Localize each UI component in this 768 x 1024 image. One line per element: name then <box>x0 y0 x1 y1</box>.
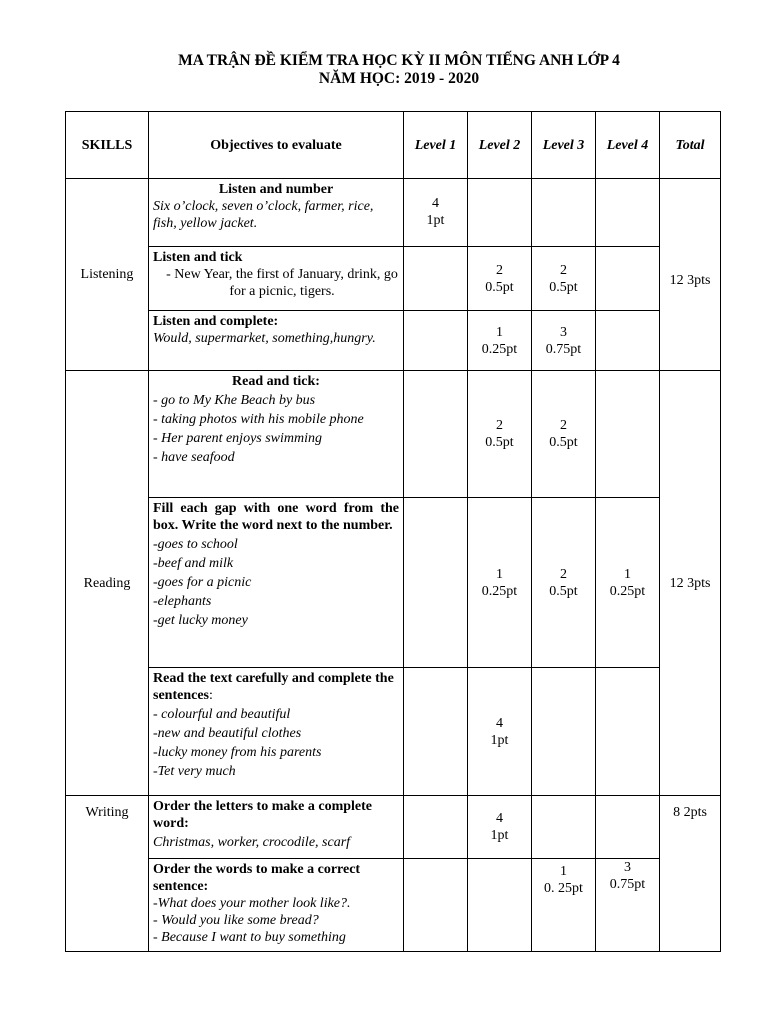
level-points: 0.75pt <box>545 341 582 357</box>
objective-heading-text: Read the text carefully and complete the sentences <box>153 671 394 703</box>
empty-cell <box>596 371 660 498</box>
objective-cell <box>149 498 404 668</box>
level-count: 4 <box>432 196 439 211</box>
objective-cell <box>149 247 404 311</box>
level-points: 0.5pt <box>549 435 578 450</box>
level-count: 1 <box>560 864 567 879</box>
empty-cell <box>404 498 468 668</box>
objective-item: -lucky money from his parents <box>153 745 322 760</box>
header-total: Total <box>660 112 721 179</box>
level-3-cell <box>532 311 596 371</box>
objective-item: -beef and milk <box>153 556 234 571</box>
level-count: 1 <box>496 566 503 582</box>
total-count: 8 <box>673 805 681 820</box>
level-points: 1pt <box>490 732 509 748</box>
objective-heading: Listen and number <box>218 182 334 197</box>
level-points: 0.5pt <box>549 279 578 295</box>
level-count: 3 <box>560 324 567 340</box>
level-points: 0.5pt <box>485 435 514 450</box>
table-row <box>66 179 721 247</box>
table-row <box>66 796 721 859</box>
level-count: 2 <box>560 262 567 278</box>
objective-cell <box>149 859 404 952</box>
header-skills: SKILLS <box>66 112 149 179</box>
empty-cell <box>596 311 660 371</box>
empty-cell <box>404 668 468 796</box>
table-row <box>66 498 721 668</box>
level-count: 4 <box>496 715 503 731</box>
level-count: 3 <box>624 860 631 875</box>
level-2-cell <box>468 371 532 498</box>
objective-item: -What does your mother look like?. <box>153 896 351 911</box>
table-row <box>66 859 721 952</box>
skill-reading: Reading <box>66 371 149 796</box>
level-points: 0.75pt <box>609 877 646 892</box>
total-listening <box>660 179 721 371</box>
header-level-3: Level 3 <box>532 112 596 179</box>
table-row <box>66 311 721 371</box>
header-level-1: Level 1 <box>404 112 468 179</box>
objective-heading: Order the words to make a correct sentence: <box>153 862 361 894</box>
test-matrix-table <box>65 111 721 952</box>
header-level-2: Level 2 <box>468 112 532 179</box>
level-count: 1 <box>624 566 631 582</box>
total-points: 2pts <box>683 805 707 820</box>
empty-cell <box>404 371 468 498</box>
objective-item: Would, supermarket, something,hungry. <box>153 331 376 346</box>
objective-item: - taking photos with his mobile phone <box>153 412 364 427</box>
objective-item: Six o’clock, seven o’clock, farmer, rice, fish, yellow jacket. <box>153 199 374 231</box>
level-points: 1pt <box>490 828 509 843</box>
level-2-cell <box>468 668 532 796</box>
objective-item: - Because I want to buy something <box>153 930 346 945</box>
level-2-cell <box>468 247 532 311</box>
empty-cell <box>532 796 596 859</box>
objective-cell <box>149 371 404 498</box>
level-2-cell <box>468 796 532 859</box>
table-row <box>66 668 721 796</box>
empty-cell <box>596 796 660 859</box>
objective-cell <box>149 179 404 247</box>
table-row <box>66 371 721 498</box>
level-count: 2 <box>560 418 567 433</box>
objective-heading <box>153 670 399 704</box>
level-points: 0.25pt <box>481 583 518 599</box>
total-writing <box>660 796 721 952</box>
total-points: 3pts <box>687 575 711 591</box>
objective-item: - have seafood <box>153 450 235 465</box>
empty-cell <box>596 179 660 247</box>
level-count: 2 <box>560 566 567 582</box>
skill-listening: Listening <box>66 179 149 371</box>
objective-heading: Listen and complete: <box>153 314 279 329</box>
level-3-cell <box>532 859 596 952</box>
level-3-cell <box>532 498 596 668</box>
level-points: 0. 25pt <box>544 881 583 896</box>
objective-cell <box>149 796 404 859</box>
level-count: 2 <box>496 262 503 278</box>
empty-cell <box>596 247 660 311</box>
table-row <box>66 247 721 311</box>
objective-item: - Her parent enjoys swimming <box>153 431 323 446</box>
objective-item: -get lucky money <box>153 613 248 628</box>
level-3-cell <box>532 247 596 311</box>
total-count: 12 <box>669 575 684 591</box>
title-line-1: MA TRẬN ĐỀ KIỂM TRA HỌC KỲ II MÔN TIẾNG ANH LỚP 4 <box>178 52 620 69</box>
objective-item: - go to My Khe Beach by bus <box>153 393 316 408</box>
header-level-4: Level 4 <box>596 112 660 179</box>
objective-cell <box>149 668 404 796</box>
objective-item: Christmas, worker, crocodile, scarf <box>153 835 351 850</box>
level-points: 1pt <box>426 213 445 228</box>
objective-heading: Read and tick: <box>232 374 320 389</box>
empty-cell <box>532 668 596 796</box>
level-count: 1 <box>496 324 503 340</box>
empty-cell <box>404 796 468 859</box>
level-count: 4 <box>496 811 503 826</box>
objective-item: - colourful and beautiful <box>153 707 291 722</box>
empty-cell <box>468 179 532 247</box>
objective-item: - New Year, the first of January, drink, go for a picnic, tigers. <box>166 267 398 299</box>
header-row <box>66 112 721 179</box>
document-title <box>0 52 768 88</box>
level-1-cell <box>404 179 468 247</box>
empty-cell <box>468 859 532 952</box>
objective-item: -elephants <box>153 594 212 609</box>
total-points: 3pts <box>687 273 711 288</box>
total-count: 12 <box>669 273 684 288</box>
objective-item: -Tet very much <box>153 764 236 779</box>
objective-heading: Listen and tick <box>153 250 243 265</box>
objective-item: -goes to school <box>153 537 238 552</box>
header-objectives: Objectives to evaluate <box>149 112 404 179</box>
level-2-cell <box>468 498 532 668</box>
objective-item: - Would you like some bread? <box>153 913 319 928</box>
level-points: 0.25pt <box>609 583 646 599</box>
level-3-cell <box>532 371 596 498</box>
empty-cell <box>404 859 468 952</box>
objective-item: -new and beautiful clothes <box>153 726 302 741</box>
empty-cell <box>532 179 596 247</box>
objective-heading: Fill each gap with one word from the box. Write the word next to the number. <box>153 501 399 533</box>
level-points: 0.5pt <box>549 583 578 599</box>
level-count: 2 <box>496 418 503 433</box>
objective-heading-colon: : <box>209 688 213 703</box>
objective-cell <box>149 311 404 371</box>
level-4-cell <box>596 859 660 952</box>
level-points: 0.5pt <box>485 279 514 295</box>
skill-writing: Writing <box>66 796 149 952</box>
empty-cell <box>404 311 468 371</box>
objective-item: -goes for a picnic <box>153 575 252 590</box>
empty-cell <box>596 668 660 796</box>
title-line-2: NĂM HỌC: 2019 - 2020 <box>318 70 480 87</box>
level-2-cell <box>468 311 532 371</box>
empty-cell <box>404 247 468 311</box>
objective-heading: Order the letters to make a complete word: <box>153 799 372 831</box>
level-points: 0.25pt <box>481 341 518 357</box>
level-4-cell <box>596 498 660 668</box>
total-reading <box>660 371 721 796</box>
